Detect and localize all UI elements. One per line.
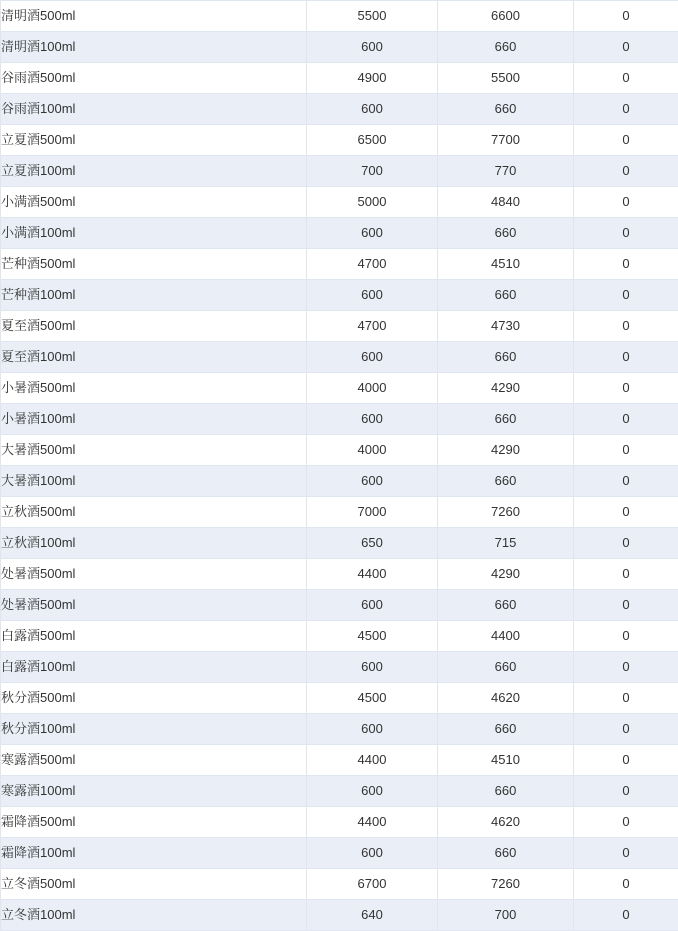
cell-price-2: 4840 [438, 187, 574, 218]
cell-price-1: 600 [307, 280, 438, 311]
cell-price-2: 715 [438, 528, 574, 559]
table-row [1, 311, 678, 342]
cell-price-1: 600 [307, 714, 438, 745]
table-row [1, 838, 678, 869]
cell-price-1: 600 [307, 32, 438, 63]
cell-product-name: 立夏酒100ml [1, 156, 307, 187]
cell-quantity: 0 [574, 1, 678, 32]
cell-product-name: 立冬酒100ml [1, 900, 307, 931]
cell-product-name: 霜降酒500ml [1, 807, 307, 838]
cell-product-name: 芒种酒500ml [1, 249, 307, 280]
table-row [1, 900, 678, 931]
table-row [1, 342, 678, 373]
table-row [1, 776, 678, 807]
cell-price-2: 660 [438, 218, 574, 249]
cell-price-1: 600 [307, 590, 438, 621]
cell-price-2: 4620 [438, 683, 574, 714]
cell-quantity: 0 [574, 156, 678, 187]
cell-price-1: 600 [307, 342, 438, 373]
table-row [1, 621, 678, 652]
cell-price-2: 4510 [438, 249, 574, 280]
table-row [1, 590, 678, 621]
cell-price-2: 660 [438, 342, 574, 373]
cell-product-name: 清明酒500ml [1, 1, 307, 32]
table-row [1, 63, 678, 94]
cell-price-2: 6600 [438, 1, 574, 32]
cell-quantity: 0 [574, 404, 678, 435]
cell-quantity: 0 [574, 249, 678, 280]
cell-quantity: 0 [574, 621, 678, 652]
cell-quantity: 0 [574, 652, 678, 683]
cell-quantity: 0 [574, 187, 678, 218]
cell-quantity: 0 [574, 280, 678, 311]
cell-quantity: 0 [574, 807, 678, 838]
cell-quantity: 0 [574, 63, 678, 94]
cell-price-1: 4000 [307, 435, 438, 466]
table-row [1, 404, 678, 435]
table-row [1, 652, 678, 683]
cell-price-1: 600 [307, 404, 438, 435]
cell-price-1: 700 [307, 156, 438, 187]
table-row [1, 869, 678, 900]
table-row [1, 249, 678, 280]
cell-price-1: 4500 [307, 683, 438, 714]
table-row [1, 125, 678, 156]
cell-quantity: 0 [574, 466, 678, 497]
cell-product-name: 夏至酒500ml [1, 311, 307, 342]
cell-price-1: 4400 [307, 807, 438, 838]
cell-price-2: 770 [438, 156, 574, 187]
cell-quantity: 0 [574, 900, 678, 931]
cell-price-2: 5500 [438, 63, 574, 94]
cell-price-1: 5000 [307, 187, 438, 218]
table-row [1, 32, 678, 63]
cell-price-2: 660 [438, 652, 574, 683]
cell-price-2: 4290 [438, 373, 574, 404]
cell-price-1: 4400 [307, 559, 438, 590]
cell-product-name: 谷雨酒100ml [1, 94, 307, 125]
cell-price-2: 660 [438, 94, 574, 125]
cell-price-2: 660 [438, 280, 574, 311]
table-row [1, 528, 678, 559]
cell-quantity: 0 [574, 714, 678, 745]
table-row [1, 94, 678, 125]
cell-product-name: 处暑酒500ml [1, 559, 307, 590]
cell-quantity: 0 [574, 218, 678, 249]
cell-product-name: 芒种酒100ml [1, 280, 307, 311]
cell-price-1: 4900 [307, 63, 438, 94]
table-row [1, 187, 678, 218]
cell-price-2: 660 [438, 714, 574, 745]
cell-product-name: 立秋酒100ml [1, 528, 307, 559]
cell-price-1: 4700 [307, 311, 438, 342]
cell-price-2: 660 [438, 776, 574, 807]
cell-quantity: 0 [574, 683, 678, 714]
table-row [1, 745, 678, 776]
cell-product-name: 白露酒500ml [1, 621, 307, 652]
cell-product-name: 立夏酒500ml [1, 125, 307, 156]
cell-price-1: 6700 [307, 869, 438, 900]
cell-quantity: 0 [574, 745, 678, 776]
cell-quantity: 0 [574, 559, 678, 590]
cell-product-name: 秋分酒100ml [1, 714, 307, 745]
cell-price-1: 7000 [307, 497, 438, 528]
table-row [1, 373, 678, 404]
cell-product-name: 立秋酒500ml [1, 497, 307, 528]
cell-quantity: 0 [574, 528, 678, 559]
cell-price-2: 7700 [438, 125, 574, 156]
cell-price-1: 640 [307, 900, 438, 931]
cell-product-name: 小满酒100ml [1, 218, 307, 249]
cell-product-name: 霜降酒100ml [1, 838, 307, 869]
cell-price-1: 600 [307, 652, 438, 683]
cell-price-1: 5500 [307, 1, 438, 32]
table-row [1, 559, 678, 590]
cell-price-2: 660 [438, 590, 574, 621]
cell-quantity: 0 [574, 32, 678, 63]
table-row [1, 807, 678, 838]
cell-price-1: 600 [307, 776, 438, 807]
cell-price-1: 600 [307, 218, 438, 249]
cell-price-2: 700 [438, 900, 574, 931]
cell-price-2: 4290 [438, 559, 574, 590]
table-row [1, 466, 678, 497]
cell-price-2: 4620 [438, 807, 574, 838]
cell-price-2: 4730 [438, 311, 574, 342]
cell-price-2: 660 [438, 466, 574, 497]
cell-product-name: 大暑酒100ml [1, 466, 307, 497]
cell-price-1: 4700 [307, 249, 438, 280]
cell-quantity: 0 [574, 590, 678, 621]
cell-product-name: 处暑酒500ml [1, 590, 307, 621]
cell-price-2: 4290 [438, 435, 574, 466]
cell-quantity: 0 [574, 373, 678, 404]
cell-price-2: 660 [438, 32, 574, 63]
price-table-body [1, 1, 678, 931]
table-row [1, 683, 678, 714]
cell-price-1: 4400 [307, 745, 438, 776]
cell-price-1: 6500 [307, 125, 438, 156]
cell-quantity: 0 [574, 776, 678, 807]
cell-quantity: 0 [574, 94, 678, 125]
cell-price-1: 600 [307, 94, 438, 125]
cell-price-2: 4400 [438, 621, 574, 652]
table-row [1, 435, 678, 466]
cell-product-name: 小暑酒100ml [1, 404, 307, 435]
cell-product-name: 夏至酒100ml [1, 342, 307, 373]
table-row [1, 218, 678, 249]
cell-quantity: 0 [574, 838, 678, 869]
cell-quantity: 0 [574, 125, 678, 156]
cell-quantity: 0 [574, 869, 678, 900]
cell-price-2: 4510 [438, 745, 574, 776]
cell-product-name: 寒露酒100ml [1, 776, 307, 807]
cell-quantity: 0 [574, 497, 678, 528]
cell-price-1: 650 [307, 528, 438, 559]
cell-product-name: 大暑酒500ml [1, 435, 307, 466]
cell-product-name: 小满酒500ml [1, 187, 307, 218]
cell-quantity: 0 [574, 342, 678, 373]
cell-product-name: 清明酒100ml [1, 32, 307, 63]
cell-price-2: 7260 [438, 869, 574, 900]
table-row [1, 714, 678, 745]
cell-price-1: 4500 [307, 621, 438, 652]
table-row [1, 280, 678, 311]
cell-price-2: 660 [438, 404, 574, 435]
cell-product-name: 白露酒100ml [1, 652, 307, 683]
cell-quantity: 0 [574, 311, 678, 342]
cell-price-1: 4000 [307, 373, 438, 404]
cell-product-name: 小暑酒500ml [1, 373, 307, 404]
cell-price-1: 600 [307, 838, 438, 869]
cell-product-name: 立冬酒500ml [1, 869, 307, 900]
cell-quantity: 0 [574, 435, 678, 466]
cell-product-name: 谷雨酒500ml [1, 63, 307, 94]
cell-product-name: 秋分酒500ml [1, 683, 307, 714]
cell-price-2: 7260 [438, 497, 574, 528]
cell-product-name: 寒露酒500ml [1, 745, 307, 776]
cell-price-2: 660 [438, 838, 574, 869]
table-row [1, 497, 678, 528]
cell-price-1: 600 [307, 466, 438, 497]
table-row [1, 1, 678, 32]
table-row [1, 156, 678, 187]
